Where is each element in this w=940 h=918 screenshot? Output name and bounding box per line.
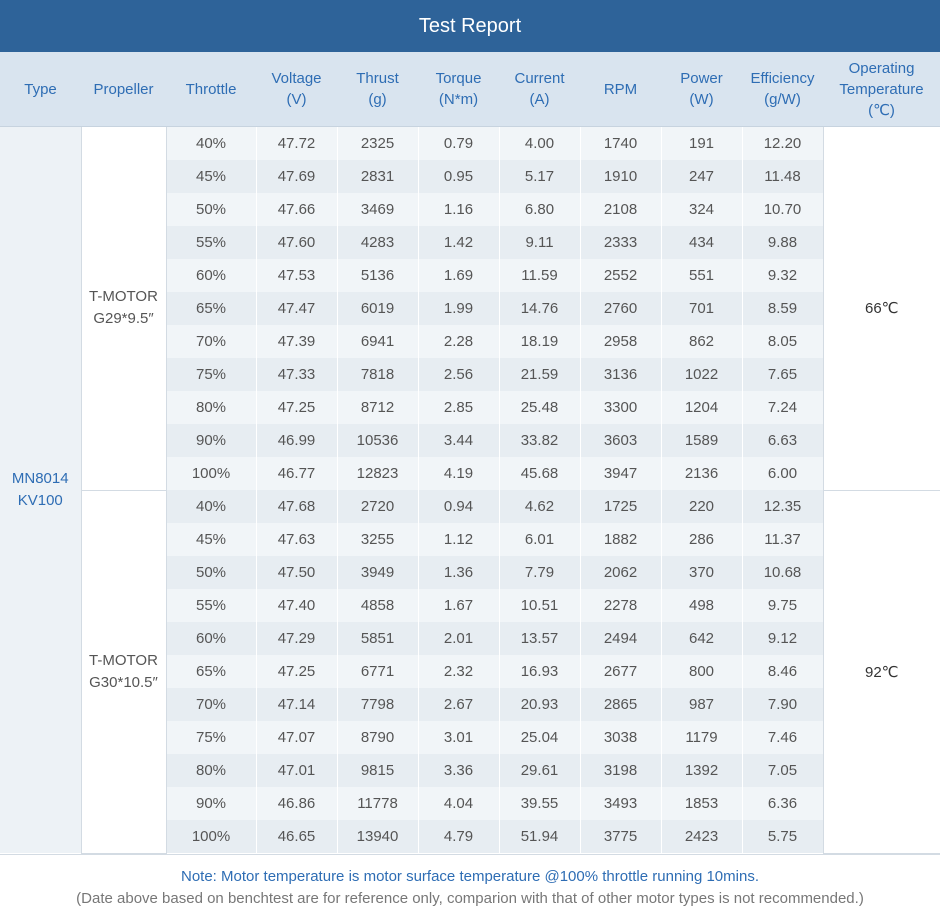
power-cell: 220 [661,490,742,523]
thrust-cell: 2720 [337,490,418,523]
power-cell: 862 [661,325,742,358]
efficiency-cell: 9.88 [742,226,823,259]
power-cell: 701 [661,292,742,325]
header-voltage: Voltage (V) [256,52,337,127]
power-cell: 1179 [661,721,742,754]
current-cell: 33.82 [499,424,580,457]
throttle-cell: 65% [166,655,256,688]
thrust-cell: 5851 [337,622,418,655]
thrust-cell: 2325 [337,127,418,161]
torque-cell: 1.69 [418,259,499,292]
voltage-cell: 46.65 [256,820,337,853]
rpm-cell: 2760 [580,292,661,325]
header-type: Type [0,52,81,127]
header-row [0,52,940,127]
rpm-cell: 2278 [580,589,661,622]
efficiency-cell: 7.90 [742,688,823,721]
throttle-cell: 80% [166,754,256,787]
rpm-cell: 3947 [580,457,661,490]
current-cell: 25.48 [499,391,580,424]
thrust-cell: 4283 [337,226,418,259]
report-body [0,127,940,854]
thrust-cell: 6771 [337,655,418,688]
voltage-cell: 47.14 [256,688,337,721]
voltage-cell: 47.40 [256,589,337,622]
torque-cell: 1.42 [418,226,499,259]
torque-cell: 2.28 [418,325,499,358]
current-cell: 5.17 [499,160,580,193]
current-cell: 10.51 [499,589,580,622]
torque-cell: 2.67 [418,688,499,721]
propeller-cell: T-MOTOR G29*9.5″ [81,127,166,491]
thrust-cell: 11778 [337,787,418,820]
power-cell: 191 [661,127,742,161]
power-cell: 987 [661,688,742,721]
power-cell: 498 [661,589,742,622]
efficiency-cell: 11.48 [742,160,823,193]
voltage-cell: 47.01 [256,754,337,787]
torque-cell: 0.95 [418,160,499,193]
efficiency-cell: 6.63 [742,424,823,457]
voltage-cell: 46.99 [256,424,337,457]
thrust-cell: 3949 [337,556,418,589]
throttle-cell: 80% [166,391,256,424]
torque-cell: 4.79 [418,820,499,853]
current-cell: 25.04 [499,721,580,754]
thrust-cell: 2831 [337,160,418,193]
rpm-cell: 3603 [580,424,661,457]
throttle-cell: 70% [166,688,256,721]
voltage-cell: 46.86 [256,787,337,820]
voltage-cell: 47.72 [256,127,337,161]
current-cell: 9.11 [499,226,580,259]
thrust-cell: 10536 [337,424,418,457]
current-cell: 6.80 [499,193,580,226]
thrust-cell: 7798 [337,688,418,721]
current-cell: 16.93 [499,655,580,688]
power-cell: 434 [661,226,742,259]
current-cell: 45.68 [499,457,580,490]
report-title: Test Report [418,14,522,37]
current-cell: 51.94 [499,820,580,853]
note-line-2: (Date above based on benchtest are for reference only, comparion with that of other motor types is not recommended.) [76,889,864,907]
throttle-cell: 60% [166,259,256,292]
header-temperature: Operating Temperature (℃) [823,52,940,127]
torque-cell: 1.99 [418,292,499,325]
power-cell: 1589 [661,424,742,457]
voltage-cell: 47.25 [256,391,337,424]
torque-cell: 3.01 [418,721,499,754]
rpm-cell: 2677 [580,655,661,688]
power-cell: 2423 [661,820,742,853]
throttle-cell: 45% [166,523,256,556]
header-torque: Torque (N*m) [418,52,499,127]
efficiency-cell: 8.46 [742,655,823,688]
torque-cell: 4.04 [418,787,499,820]
current-cell: 20.93 [499,688,580,721]
current-cell: 13.57 [499,622,580,655]
rpm-cell: 2552 [580,259,661,292]
throttle-cell: 40% [166,127,256,161]
voltage-cell: 47.68 [256,490,337,523]
rpm-cell: 3493 [580,787,661,820]
power-cell: 2136 [661,457,742,490]
table-row [0,127,940,161]
efficiency-cell: 9.12 [742,622,823,655]
rpm-cell: 2108 [580,193,661,226]
efficiency-cell: 7.24 [742,391,823,424]
efficiency-cell: 8.05 [742,325,823,358]
rpm-cell: 3775 [580,820,661,853]
current-cell: 11.59 [499,259,580,292]
voltage-cell: 47.33 [256,358,337,391]
power-cell: 324 [661,193,742,226]
throttle-cell: 75% [166,358,256,391]
table-row [0,490,940,523]
efficiency-cell: 7.65 [742,358,823,391]
torque-cell: 2.56 [418,358,499,391]
current-cell: 4.00 [499,127,580,161]
rpm-cell: 1882 [580,523,661,556]
efficiency-cell: 6.00 [742,457,823,490]
report-title-bar [0,0,940,52]
voltage-cell: 47.47 [256,292,337,325]
voltage-cell: 47.60 [256,226,337,259]
rpm-cell: 1740 [580,127,661,161]
header-current: Current (A) [499,52,580,127]
rpm-cell: 2494 [580,622,661,655]
current-cell: 4.62 [499,490,580,523]
header-efficiency: Efficiency (g/W) [742,52,823,127]
power-cell: 1022 [661,358,742,391]
current-cell: 14.76 [499,292,580,325]
propeller-cell: T-MOTOR G30*10.5″ [81,490,166,853]
rpm-cell: 3300 [580,391,661,424]
torque-cell: 1.16 [418,193,499,226]
thrust-cell: 9815 [337,754,418,787]
efficiency-cell: 7.05 [742,754,823,787]
throttle-cell: 100% [166,457,256,490]
current-cell: 18.19 [499,325,580,358]
efficiency-cell: 5.75 [742,820,823,853]
header-rpm: RPM [580,52,661,127]
temperature-cell: 66℃ [823,127,940,491]
voltage-cell: 47.39 [256,325,337,358]
torque-cell: 0.79 [418,127,499,161]
rpm-cell: 1725 [580,490,661,523]
report-note [0,854,940,910]
thrust-cell: 3469 [337,193,418,226]
thrust-cell: 3255 [337,523,418,556]
rpm-cell: 2958 [580,325,661,358]
current-cell: 29.61 [499,754,580,787]
power-cell: 286 [661,523,742,556]
voltage-cell: 46.77 [256,457,337,490]
power-cell: 370 [661,556,742,589]
rpm-cell: 2062 [580,556,661,589]
rpm-cell: 3038 [580,721,661,754]
current-cell: 7.79 [499,556,580,589]
efficiency-cell: 10.70 [742,193,823,226]
power-cell: 1204 [661,391,742,424]
throttle-cell: 40% [166,490,256,523]
efficiency-cell: 9.75 [742,589,823,622]
efficiency-cell: 9.32 [742,259,823,292]
power-cell: 800 [661,655,742,688]
test-report-table [0,52,940,854]
rpm-cell: 1910 [580,160,661,193]
voltage-cell: 47.69 [256,160,337,193]
throttle-cell: 55% [166,226,256,259]
torque-cell: 2.85 [418,391,499,424]
throttle-cell: 50% [166,556,256,589]
temperature-cell: 92℃ [823,490,940,853]
throttle-cell: 90% [166,787,256,820]
voltage-cell: 47.66 [256,193,337,226]
torque-cell: 2.01 [418,622,499,655]
throttle-cell: 45% [166,160,256,193]
throttle-cell: 90% [166,424,256,457]
efficiency-cell: 12.35 [742,490,823,523]
rpm-cell: 2333 [580,226,661,259]
power-cell: 1392 [661,754,742,787]
voltage-cell: 47.53 [256,259,337,292]
voltage-cell: 47.25 [256,655,337,688]
header-thrust: Thrust (g) [337,52,418,127]
torque-cell: 2.32 [418,655,499,688]
header-power: Power (W) [661,52,742,127]
efficiency-cell: 7.46 [742,721,823,754]
current-cell: 6.01 [499,523,580,556]
torque-cell: 0.94 [418,490,499,523]
thrust-cell: 7818 [337,358,418,391]
throttle-cell: 70% [166,325,256,358]
power-cell: 247 [661,160,742,193]
efficiency-cell: 10.68 [742,556,823,589]
torque-cell: 3.36 [418,754,499,787]
thrust-cell: 8712 [337,391,418,424]
efficiency-cell: 8.59 [742,292,823,325]
efficiency-cell: 11.37 [742,523,823,556]
rpm-cell: 3198 [580,754,661,787]
throttle-cell: 60% [166,622,256,655]
voltage-cell: 47.50 [256,556,337,589]
torque-cell: 1.12 [418,523,499,556]
torque-cell: 3.44 [418,424,499,457]
voltage-cell: 47.63 [256,523,337,556]
thrust-cell: 12823 [337,457,418,490]
voltage-cell: 47.29 [256,622,337,655]
thrust-cell: 4858 [337,589,418,622]
thrust-cell: 13940 [337,820,418,853]
efficiency-cell: 6.36 [742,787,823,820]
rpm-cell: 2865 [580,688,661,721]
throttle-cell: 55% [166,589,256,622]
thrust-cell: 6941 [337,325,418,358]
rpm-cell: 3136 [580,358,661,391]
power-cell: 1853 [661,787,742,820]
torque-cell: 1.67 [418,589,499,622]
motor-type-cell: MN8014 KV100 [0,127,81,854]
throttle-cell: 75% [166,721,256,754]
torque-cell: 1.36 [418,556,499,589]
note-line-1: Note: Motor temperature is motor surface temperature @100% throttle running 10mins. [181,867,759,885]
throttle-cell: 65% [166,292,256,325]
thrust-cell: 8790 [337,721,418,754]
power-cell: 642 [661,622,742,655]
efficiency-cell: 12.20 [742,127,823,161]
current-cell: 39.55 [499,787,580,820]
current-cell: 21.59 [499,358,580,391]
power-cell: 551 [661,259,742,292]
thrust-cell: 6019 [337,292,418,325]
voltage-cell: 47.07 [256,721,337,754]
header-throttle: Throttle [166,52,256,127]
torque-cell: 4.19 [418,457,499,490]
thrust-cell: 5136 [337,259,418,292]
header-propeller: Propeller [81,52,166,127]
throttle-cell: 100% [166,820,256,853]
throttle-cell: 50% [166,193,256,226]
